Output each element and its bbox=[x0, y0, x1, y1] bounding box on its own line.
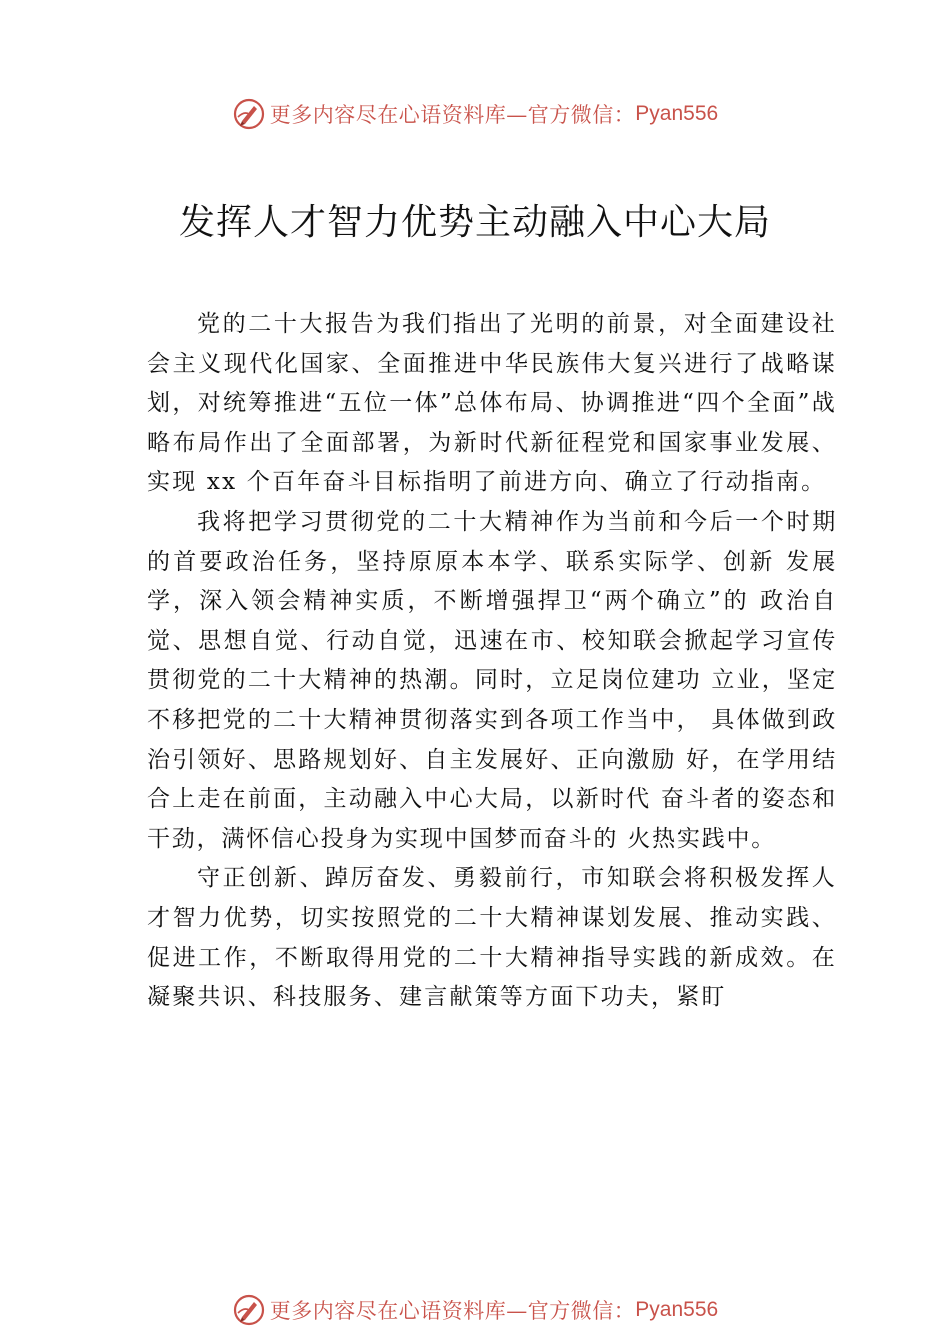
watermark-text: 更多内容尽在心语资料库—官方微信： bbox=[269, 103, 636, 127]
pen-logo-icon bbox=[232, 1293, 266, 1327]
watermark-banner-top bbox=[0, 94, 950, 134]
paragraph-1: 党的二十大报告为我们指出了光明的前景，对全面建设社会主义现代化国家、全面推进中华民族伟大复兴进行了战略谋划，对统筹推进“五位一体”总体布局、协调推进“四个全面”战略布局作出了全面部署，为新时代新征程党和国家事业发展、实现 xx 个百年奋斗目标指明了前进方向、确立了行动指南。 bbox=[147, 311, 837, 496]
paragraph-3: 守正创新、踔厉奋发、勇毅前行，市知联会将积极发挥人才智力优势，切实按照党的二十大精神谋划发展、推动实践、促进工作，不断取得用党的二十大精神指导实践的新成效。在凝聚共识、科技服务、建言献策等方面下功夫，紧盯 bbox=[147, 865, 837, 1011]
watermark-wechat-id: Pyan556 bbox=[635, 102, 719, 125]
watermark-wechat-id: Pyan556 bbox=[635, 1298, 719, 1321]
watermark-banner-bottom bbox=[0, 1290, 950, 1330]
pen-logo-icon bbox=[232, 97, 266, 131]
document-title: 发挥人才智力优势主动融入中心大局 bbox=[178, 202, 771, 243]
watermark-text: 更多内容尽在心语资料库—官方微信： bbox=[269, 1299, 636, 1323]
document-body bbox=[147, 305, 837, 1018]
paragraph-2: 我将把学习贯彻党的二十大精神作为当前和今后一个时期的首要政治任务，坚持原原本本学、联系实际学、创新 发展学，深入领会精神实质，不断增强捍卫“两个确立”的 政治自觉、思想自觉、行动自觉，迅速在市、校知联会掀起学习宣传贯彻党的二十大精神的热潮。同时，立足岗位建功 立业，坚定不移把党的二十大精神贯彻落实到各项工作当中， 具体做到政治引领好、思路规划好、自主发展好、正向激励 好，在学用结合上走在前面，主动融入中心大局，以新时代 奋斗者的姿态和干劲，满怀信心投身为实现中国梦而奋斗的 火热实践中。 bbox=[147, 508, 837, 852]
